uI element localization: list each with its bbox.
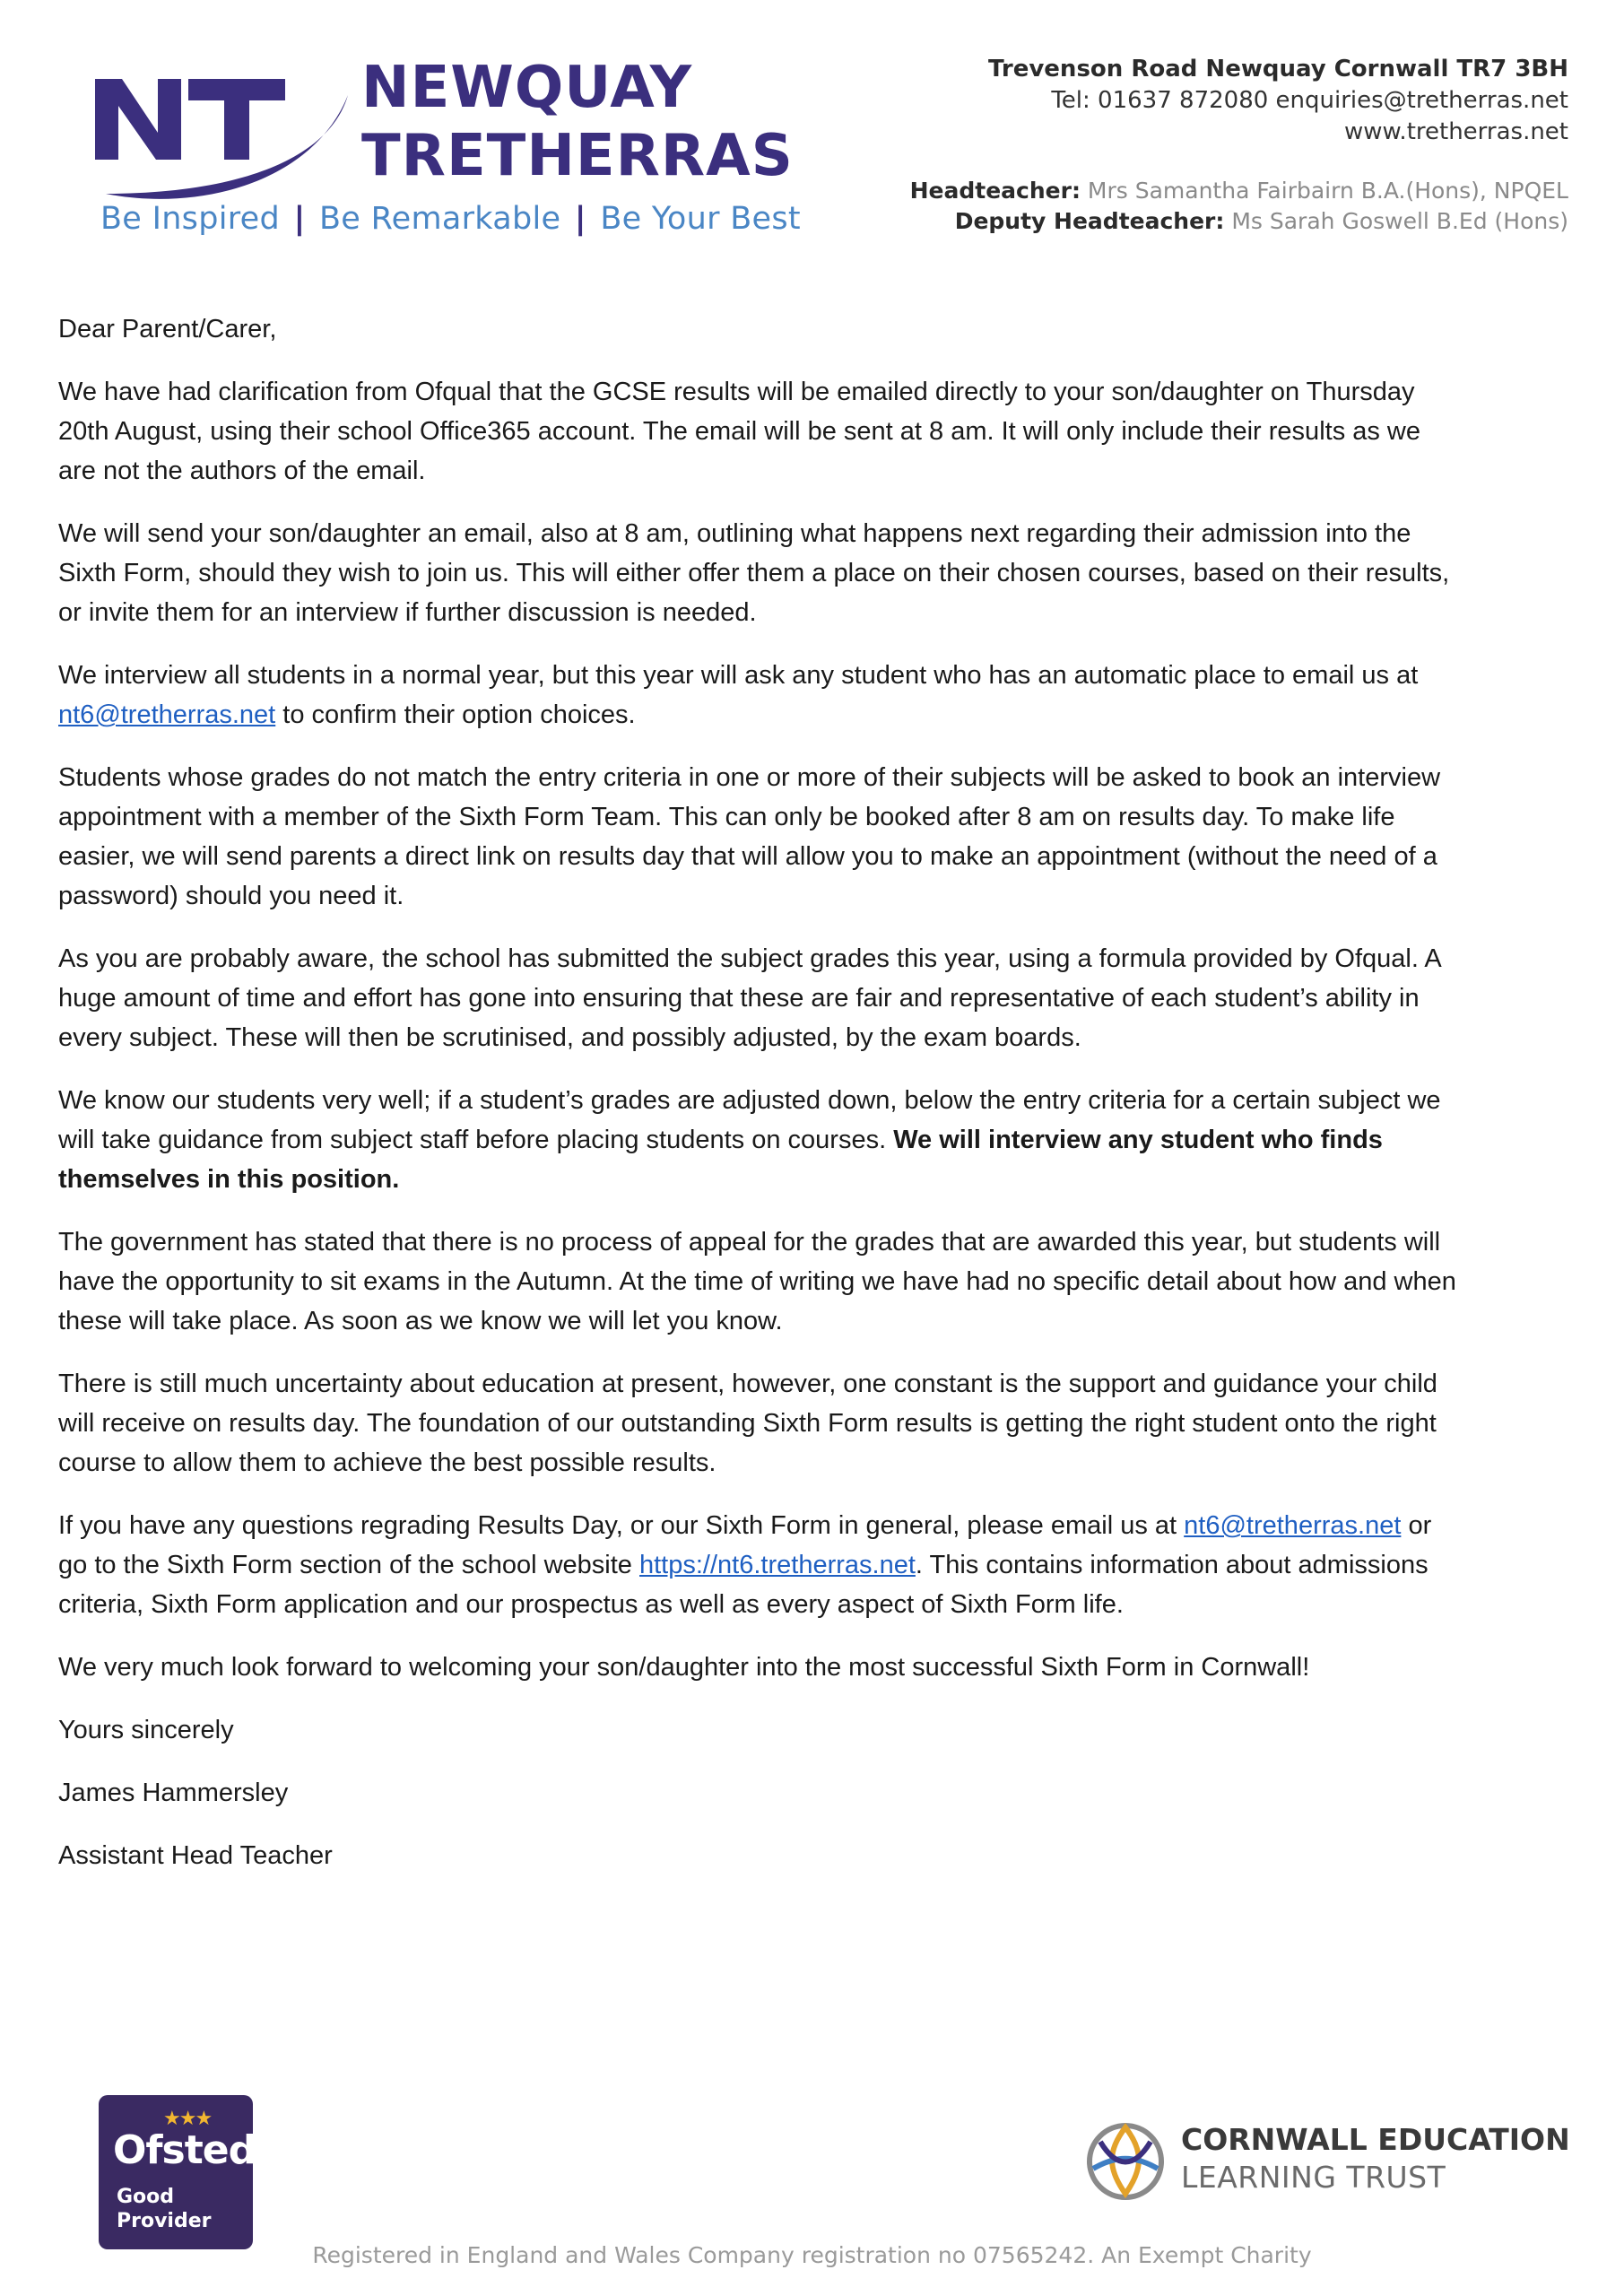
signatory-name: James Hammersley	[58, 1779, 289, 1807]
nt-logo-icon	[88, 59, 357, 203]
motto-part-3: Be Your Best	[600, 201, 801, 237]
motto-part-2: Be Remarkable	[319, 201, 561, 237]
school-leadership	[910, 176, 1568, 237]
school-name	[361, 54, 794, 190]
school-name-line2: TRETHERRAS	[361, 123, 794, 189]
school-website: www.tretherras.net	[1344, 118, 1568, 145]
paragraph-interview	[58, 656, 1457, 735]
paragraph-results-email: We have had clarification from Ofqual that the GCSE results will be emailed directly to your son/daughter on Thursday 20th August, using their school Office365 account. The email will be sent at 8 am. It will only include their results as we are not the authors of the email.	[58, 378, 1421, 485]
registration-notice: Registered in England and Wales Company registration no 07565242. An Exempt Charity	[312, 2242, 1312, 2268]
paragraph-adjusted	[58, 1081, 1457, 1199]
school-name-line1: NEWQUAY	[361, 55, 693, 121]
deputy-name: Ms Sarah Goswell B.Ed (Hons)	[1231, 208, 1568, 234]
motto-part-1: Be Inspired	[100, 201, 281, 237]
trust-name-line1: CORNWALL EDUCATION	[1181, 2122, 1570, 2157]
p6-bold-text: We will interview any student who finds themselves in this position.	[58, 1126, 1383, 1194]
email-link[interactable]: nt6@tretherras.net	[1184, 1511, 1402, 1540]
school-address: Trevenson Road Newquay Cornwall TR7 3BH	[988, 56, 1568, 83]
school-telephone: Tel: 01637 872080 enquiries@tretherras.net	[1051, 87, 1568, 114]
ofsted-title: Ofsted	[113, 2127, 256, 2173]
trust-logo	[1081, 2115, 1583, 2213]
motto-separator: |	[293, 201, 306, 237]
school-logo	[88, 52, 801, 249]
paragraph-sixth-form-email: We will send your son/daughter an email, also at 8 am, outlining what happens next regarding their admission into the Sixth Form, should they wish to join us. This will either offer them a place on their chosen courses, based on their results, or invite them for an interview if further discussion is needed.	[58, 519, 1450, 627]
website-link[interactable]: https://nt6.tretherras.net	[639, 1551, 916, 1579]
trust-knot-icon	[1081, 2115, 1170, 2205]
headteacher-role: Headteacher:	[909, 178, 1081, 204]
paragraph-uncertainty: There is still much uncertainty about education at present, however, one constant is the support and guidance your child will receive on results day. The foundation of our outstanding Sixth Form results is getting the right student onto the right course to allow them to achieve the best possible results.	[58, 1370, 1437, 1477]
ofsted-rating	[117, 2185, 212, 2233]
paragraph-booking: Students whose grades do not match the entry criteria in one or more of their subjects will be asked to book an interview appointment with a member of the Sixth Form Team. This can only be booked after 8 am on results day. To make life easier, we will send parents a direct link on results day that will allow you to make an appointment (without the need of a password) should you need it.	[58, 763, 1441, 910]
paragraph-grades: As you are probably aware, the school has submitted the subject grades this year, using a formula provided by Ofqual. A huge amount of time and effort has gone into ensuring that these are fair and representative of each student’s ability in every subject. These will then be scrutinised, and possibly adjusted, by the exam boards.	[58, 944, 1441, 1052]
school-motto	[100, 201, 801, 237]
letter-body	[58, 309, 1457, 1899]
ofsted-rating-line2: Provider	[117, 2210, 212, 2232]
paragraph-welcome: We very much look forward to welcoming your son/daughter into the most successful Sixth Form in Cornwall!	[58, 1653, 1310, 1682]
email-link[interactable]: nt6@tretherras.net	[58, 700, 276, 729]
letter-closing: Yours sincerely	[58, 1716, 234, 1744]
letter-greeting: Dear Parent/Carer,	[58, 315, 277, 344]
ofsted-badge	[99, 2095, 256, 2249]
ofsted-stars-icon: ★★★	[163, 2108, 212, 2130]
p3-text-before: We interview all students in a normal year, but this year will ask any student who has an automatic place to email us at	[58, 661, 1419, 690]
school-contact	[988, 54, 1568, 148]
signatory-title: Assistant Head Teacher	[58, 1841, 333, 1870]
ofsted-rating-line1: Good	[117, 2186, 175, 2208]
motto-separator: |	[574, 201, 586, 237]
p9-text-before: If you have any questions regrading Results Day, or our Sixth Form in general, please email us at	[58, 1511, 1185, 1540]
deputy-role: Deputy Headteacher:	[954, 208, 1225, 234]
trust-name-line2: LEARNING TRUST	[1181, 2160, 1446, 2195]
p9-text-middle: or go to the Sixth Form section of the school website	[58, 1511, 1432, 1579]
p9-text-after: . This contains information about admissions criteria, Sixth Form application and our prospectus as well as every aspect of Sixth Form life.	[58, 1551, 1429, 1619]
p3-text-after: to confirm their option choices.	[275, 700, 636, 729]
p6-text: We know our students very well; if a student’s grades are adjusted down, below the entry criteria for a certain subject we will take guidance from subject staff before placing students on courses.	[58, 1086, 1441, 1154]
headteacher-line	[910, 176, 1568, 206]
deputy-line	[910, 206, 1568, 237]
headteacher-name: Mrs Samantha Fairbairn B.A.(Hons), NPQEL	[1087, 178, 1568, 204]
paragraph-appeal: The government has stated that there is no process of appeal for the grades that are awarded this year, but students will have the opportunity to sit exams in the Autumn. At the time of writing we have had no specific detail about how and when these will take place. As soon as we know we will let you know.	[58, 1228, 1456, 1335]
paragraph-questions	[58, 1506, 1457, 1624]
